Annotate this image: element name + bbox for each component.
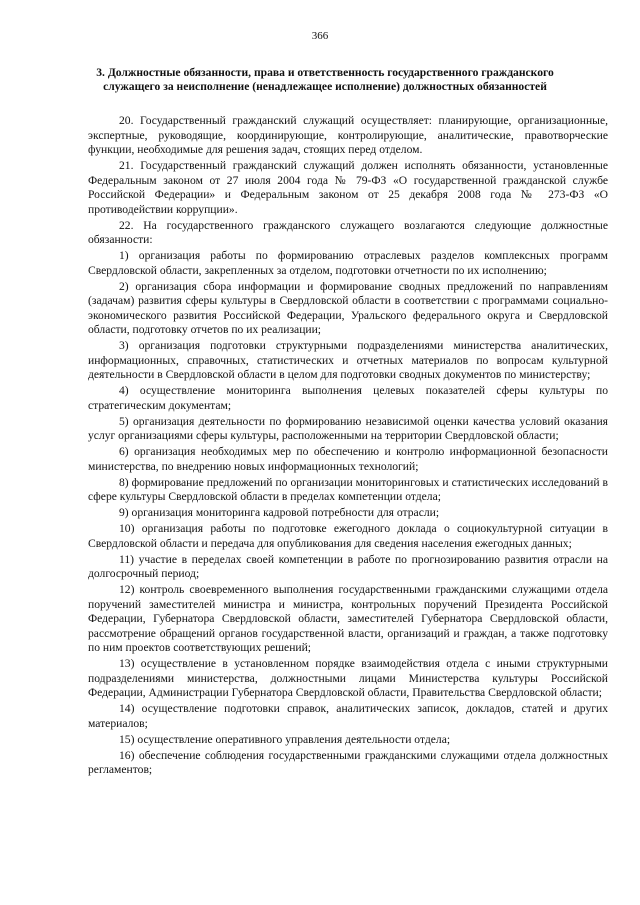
list-item-14: 14) осуществление подготовки справок, аналитических записок, докладов, статей и других материалов; [88,702,608,730]
paragraph-22: 22. На государственного гражданского служащего возлагаются следующие должностные обязанности: [88,218,608,246]
list-item-4: 4) осуществление мониторинга выполнения целевых показателей сферы культуры по стратегическим документам; [88,384,608,412]
list-item-6: 6) организация необходимых мер по обеспечению и контролю информационной безопасности министерства, по внедрению новых информационных технологий; [88,445,608,473]
list-item-11: 11) участие в переделах своей компетенции в работе по прогнозированию развития отрасли на долгосрочный период; [88,552,608,580]
list-item-1: 1) организация работы по формированию отраслевых разделов комплексных программ Свердловской области, закрепленных за отделом, подготовки отчетности по их исполнению; [88,249,608,277]
list-item-2: 2) организация сбора информации и формирование сводных предложений по направлениям (задачам) развития сферы культуры в Свердловской области в соответствии с программами социально-экономического развития Российской Федерации, Уральского федерального округа и Свердловской области, подготовку отчетов по их реализации; [88,279,608,336]
document-body [88,114,608,779]
paragraph-20: 20. Государственный гражданский служащий осуществляет: планирующие, организационные, экспертные, руководящие, координирующие, контролирующие, аналитические, правотворческие функции, необходимые для решения задач, стоящих перед отделом. [88,114,608,156]
list-item-15: 15) осуществление оперативного управления деятельности отдела; [119,732,451,746]
list-item-13: 13) осуществление в установленном порядке взаимодействия отдела с иными структурными подразделениями министерства, должностными лицами Министерства культуры Российской Федерации, Администрации Губернатора Свердловской области, Правительства Свердловской области; [88,657,608,699]
list-item-16: 16) обеспечение соблюдения государственными гражданскими служащими отдела должностных регламентов; [88,748,608,776]
page-number: 366 [311,30,329,42]
list-item-3: 3) организация подготовки структурными подразделениями министерства аналитических, информационных, справочных, статистических и отчетных материалов по вопросам культурной деятельности в Свердловской области в целом для подготовки сводных документов по министерству; [88,339,608,381]
section-heading: 3. Должностные обязанности, права и ответственность государственного гражданского служащего за неисполнение (ненадлежащее исполнение) должностных обязанностей [96,66,554,93]
list-item-12: 12) контроль своевременного выполнения государственными гражданскими служащими отдела поручений заместителей министра и министра, контрольных поручений Президента Российской Федерации, Губернатора Свердловской области, заместителей Губернатора Свердловской области, рассмотрение обращений органов государственной власти, организаций и граждан, а также подготовку по ним проектов соответствующих решений; [88,583,608,654]
paragraph-21: 21. Государственный гражданский служащий должен исполнять обязанности, установленные Федеральным законом от 27 июля 2004 года № 79-ФЗ «О государственной гражданской службе Российской Федерации» и Федеральным законом от 25 декабря 2008 года № 273-ФЗ «О противодействии коррупции». [88,159,608,216]
list-item-9: 9) организация мониторинга кадровой потребности для отрасли; [119,506,440,519]
list-item-8: 8) формирование предложений по организации мониторинговых и статистических исследований в сфере культуры Свердловской области в пределах компетенции отдела; [88,475,608,503]
list-item-5: 5) организация деятельности по формированию независимой оценки качества условий оказания услуг организациями сферы культуры, расположенными на территории Свердловской области; [88,414,608,442]
list-item-10: 10) организация работы по подготовке ежегодного доклада о социокультурной ситуации в Свердловской области и передача для опубликования для сведения населения ежегодных данных; [88,522,608,550]
